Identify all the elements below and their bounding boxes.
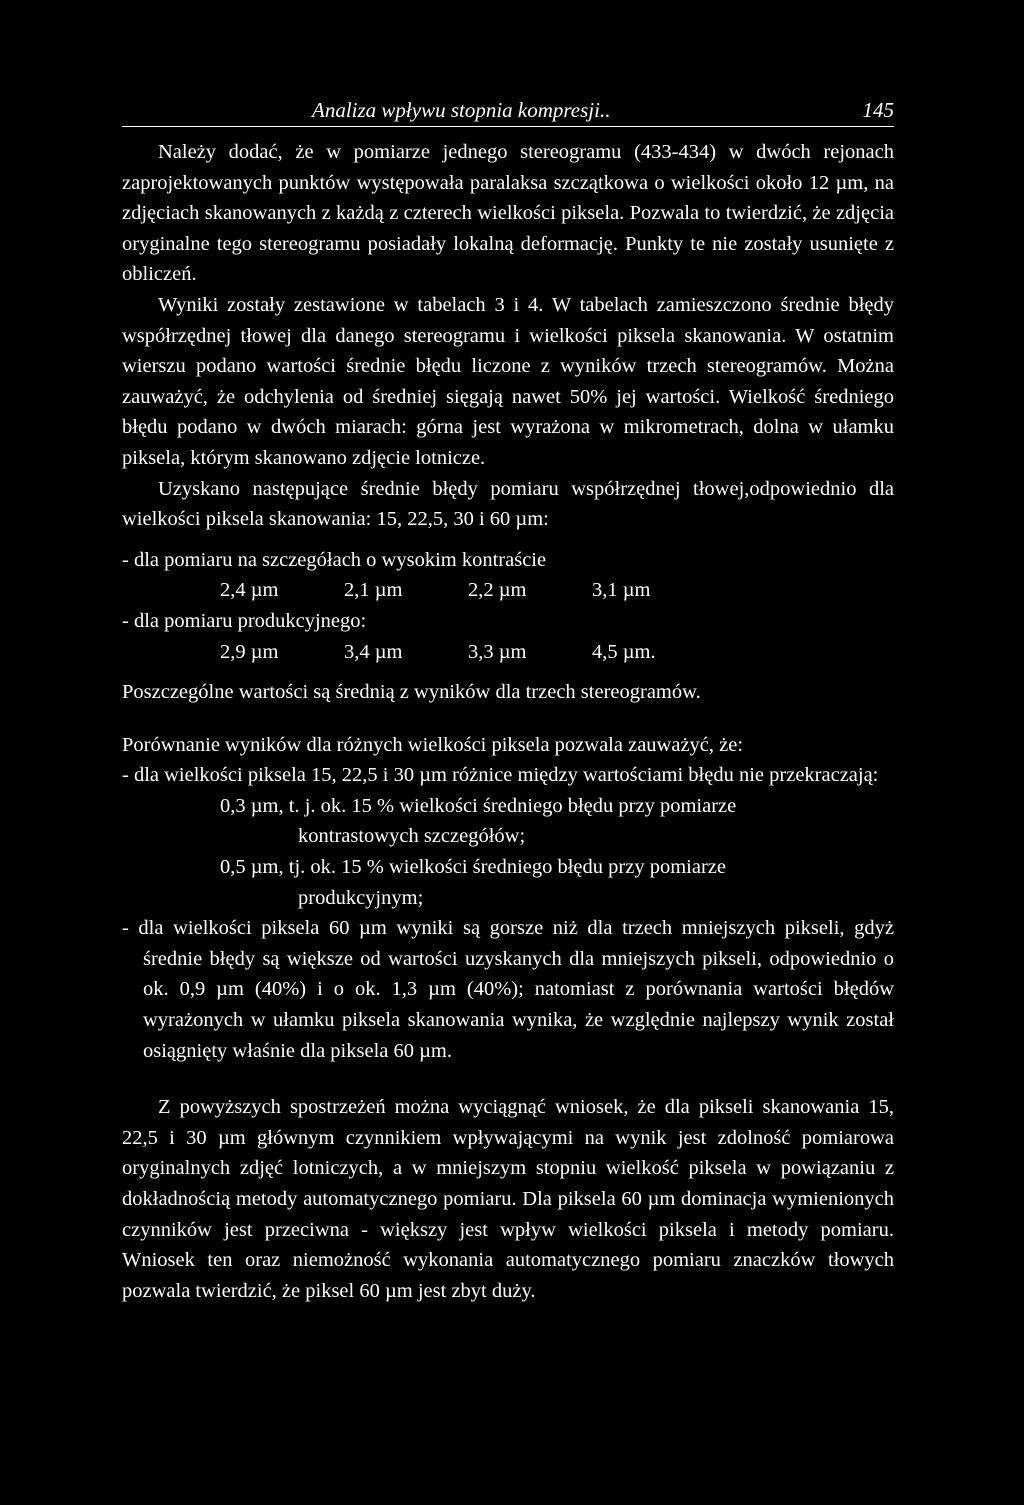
paragraph-obtained-errors: Uzyskano następujące średnie błędy pomiaru współrzędnej tłowej,odpowiednio dla wielkości piksela skanowania: 15, 22,5, 30 i 60 µm: [122,477,894,531]
paragraph-conclusion: Z powyższych spostrzeżeń można wyciągnąć wniosek, że dla pikseli skanowania 15, 22,5 i 30 µm głównym czynnikiem wpływającymi na wynik jest zdolność pomiarowa oryginalnych zdjęć lotniczych, a w mniejszym stopniu wielkość piksela w powiązaniu z dokładnością metody automatycznego pomiaru. Dla piksela 60 µm dominacja wymienionych czynników jest przeciwna - większy jest wpływ wielkości piksela i metody pomiaru. Wniosek ten oraz niemożność wykonania automatycznego pomiaru znaczków tłowych pozwala twierdzić, że piksel 60 µm jest zbyt duży. [122,1096,894,1302]
production-value: 3,4 µm [344,640,403,663]
production-value: 2,9 µm [220,640,279,663]
contrast-value: 2,1 µm [344,579,403,602]
running-header [122,96,894,127]
production-value: 4,5 µm. [592,640,656,663]
contrast-values-row [122,575,894,606]
production-value: 3,3 µm [468,640,527,663]
document-page [122,96,894,1306]
comparison-subitem-production [122,852,894,913]
paragraph-residual-parallax: Należy dodać, że w pomiarze jednego stereogramu (433-434) w dwóch rejonach zaprojektowanych punktów występowała paralaksa szczątkowa o wielkości około 12 µm, na zdjęciach skanowanych z każdą z czterech wielkości piksela. Pozwala to twierdzić, że zdjęcia oryginalne tego stereogramu posiadały lokalną deformację. Punkty te nie zostały usunięte z obliczeń. [122,141,894,286]
subitem-line: 0,3 µm, t. j. ok. 15 % wielkości średniego błędu przy pomiarze [220,794,737,817]
subitem-continuation: produkcyjnym; [298,886,424,909]
subitem-continuation: kontrastowych szczegółów; [298,825,526,848]
paragraph-averages-note: Poszczególne wartości są średnią z wyników dla trzech stereogramów. [122,681,701,704]
comparison-item-60um: - dla wielkości piksela 60 µm wyniki są gorsze niż dla trzech mniejszych pikseli, gdyż średnie błędy są większe od wartości uzyskanych dla mniejszych pikseli, odpowiednio o ok. 0,9 µm (40%) i o ok. 1,3 µm (40%); natomiast z porównania wartości błędów wyrażonych w ułamku piksela skanowania wynika, że względnie najlepszy wynik został osiągnięty właśnie dla piksela 60 µm. [122,917,894,1062]
contrast-measurement-label: - dla pomiaru na szczegółach o wysokim kontraście [122,548,547,571]
production-values-row [122,637,894,668]
running-title: Analiza wpływu stopnia kompresji.. [312,98,611,122]
contrast-value: 3,1 µm [592,579,651,602]
comparison-item-small-pixels: - dla wielkości piksela 15, 22,5 i 30 µm różnice między wartościami błędu nie przekraczają: [122,764,879,787]
comparison-subitem-contrast [122,791,894,852]
production-measurement-label: - dla pomiaru produkcyjnego: [122,609,367,632]
page-number: 145 [862,98,894,122]
contrast-value: 2,4 µm [220,579,279,602]
contrast-value: 2,2 µm [468,579,527,602]
subitem-line: 0,5 µm, tj. ok. 15 % wielkości średniego błędu przy pomiarze [220,856,726,879]
paragraph-comparison-intro: Porównanie wyników dla różnych wielkości piksela pozwala zauważyć, że: [122,733,744,756]
paragraph-results-tables: Wyniki zostały zestawione w tabelach 3 i 4. W tabelach zamieszczono średnie błędy współrzędnej tłowej dla danego stereogramu i wielkości piksela skanowania. W ostatnim wierszu podano wartości średnie błędu liczone z wyników trzech stereogramów. Można zauważyć, że odchylenia od średniej sięgają nawet 50% jej wartości. Wielkość średniego błędu podano w dwóch miarach: górna jest wyrażona w mikrometrach, dolna w ułamku piksela, którym skanowano zdjęcie lotnicze. [122,293,894,469]
